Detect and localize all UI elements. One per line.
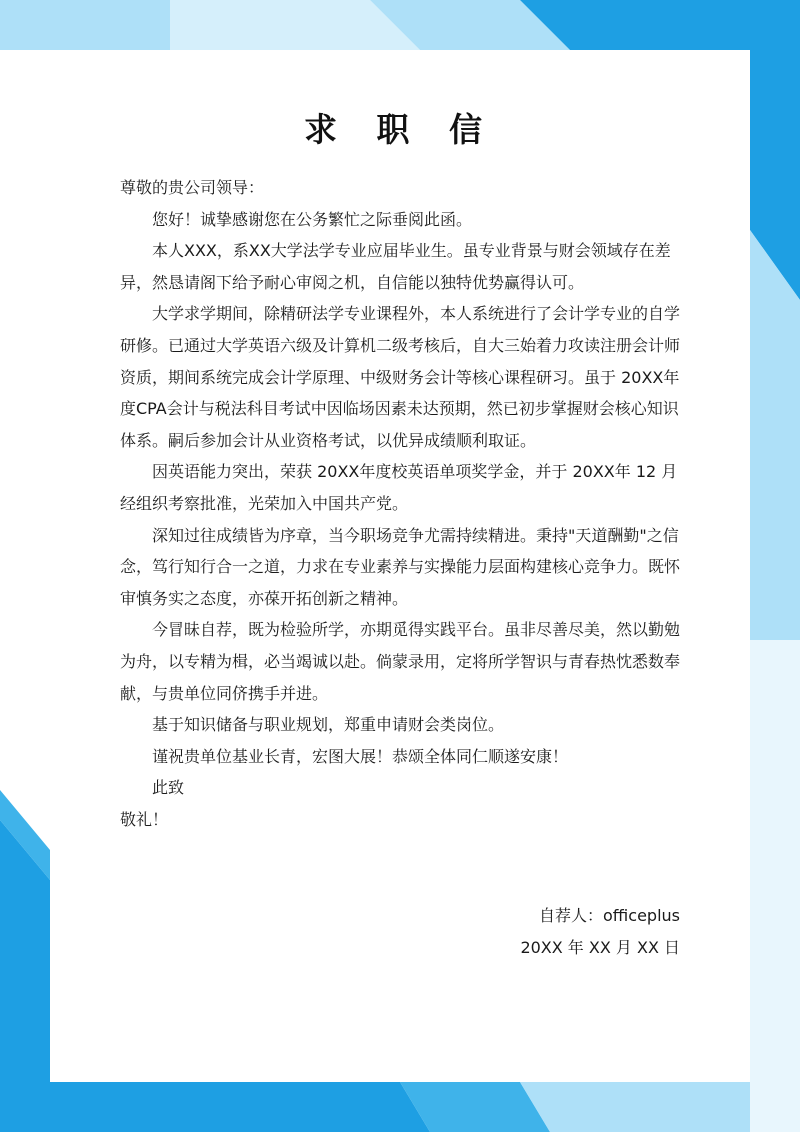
document-title: 求 职 信 (304, 110, 496, 149)
top-left-light-band (0, 0, 170, 50)
letter-body (120, 172, 683, 835)
closing-regards: 此致 (152, 778, 185, 798)
salutation: 尊敬的贵公司领导： (120, 178, 265, 197)
paragraph-application: 基于知识储备与职业规划，郑重申请财会类岗位。 (152, 715, 505, 735)
right-lower-band (750, 640, 800, 1132)
paragraph-wishes: 谨祝贵单位基业长青，宏图大展！恭颂全体同仁顺遂安康！ (152, 746, 569, 766)
closing-salute: 敬礼！ (120, 809, 169, 829)
bottom-light-band (520, 1082, 750, 1132)
letter-date: 20XX 年 XX 月 XX 日 (520, 937, 680, 957)
paragraph-intro: 本人XXX，系XX大学法学专业应届毕业生。虽专业背景与财会领域存在差异，然恳请阁下给予耐心审阅之机，自信能以独特优势赢得认可。 (120, 241, 671, 292)
paragraph-study: 大学求学期间，除精研法学专业课程外，本人系统进行了会计学专业的自学研修。已通过大学英语六级及计算机二级考核后，自大三始着力攻读注册会计师资质，期间系统完成会计学原理、中级财务会计等核心课程研习。虽于 20XX年度CPA会计与税法科目考试中因临场因素未达预期，然已初步掌握财会核心知识体系。嗣后参加会计从业资格考试，以优异成绩顺利取证。 (120, 304, 681, 450)
paragraph-self-recommend: 今冒昧自荐，既为检验所学，亦期觅得实践平台。虽非尽善尽美，然以勤勉为舟，以专精为楫，必当竭诚以赴。倘蒙录用，定将所学智识与青春热忱悉数奉献，与贵单位同侪携手并进。 (120, 620, 681, 703)
signature-block (400, 900, 680, 963)
paragraph-honors: 因英语能力突出，荣获 20XX年度校英语单项奖学金，并于 20XX年 12 月经组织考察批准，光荣加入中国共产党。 (120, 462, 678, 513)
paragraph-motto: 深知过往成绩皆为序章，当今职场竞争尤需持续精进。秉持"天道酬勤"之信念，笃行知行合一之道，力求在专业素养与实操能力层面构建核心竞争力。既怀审慎务实之态度，亦葆开拓创新之精神。 (120, 525, 681, 608)
bottom-dark-band (0, 1082, 430, 1132)
right-light-band (750, 230, 800, 640)
paragraph-greeting: 您好！诚挚感谢您在公务繁忙之际垂阅此函。 (152, 209, 473, 229)
signer-name: 自荐人：officeplus (539, 906, 680, 925)
